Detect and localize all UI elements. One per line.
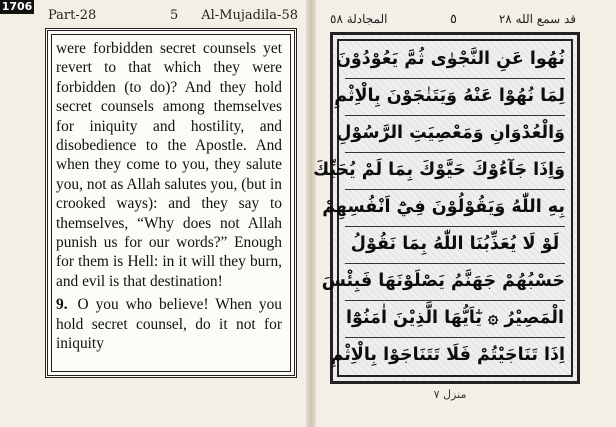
manzil-footer: منزل ٧ [433,388,467,401]
surah-label-arabic: المجادلة ٥٨ [330,12,388,26]
arabic-inner-border [313,39,573,377]
book-spine [306,0,316,427]
right-page-header [330,12,576,30]
arabic-line: لَوْ لَا يُعَذِّبُنَا اللّٰهُ بِمَا نَقُوْلُ [345,226,565,264]
juz-label: قد سمع الله ٢٨ [498,12,576,26]
left-page-header [48,8,298,26]
verse-9 [56,295,282,353]
right-page-number: ٥ [450,12,457,27]
arabic-line: نُهُوا عَنِ النَّجْوٰى ثُمَّ يَعُوْدُوْنَ [345,41,565,79]
arabic-line: لِمَا نُهُوْا عَنْهُ وَيَتَنٰجَوْنَ بِالْاِثْمِ [345,78,565,116]
arabic-line: حَسْبُهُمْ جَهَنَّمُ يَصْلَوْنَهَا فَبِئْسَ [345,263,565,301]
arabic-line: اِذَا تَنَاجَيْتُمْ فَلَا تَتَنَاجَوْا بِالْاِثْمِ [330,345,565,365]
left-page-number: 5 [170,8,179,23]
part-label: Part-28 [48,8,97,23]
translation-text [56,39,282,354]
translation-frame [45,28,297,378]
arabic-line: بِهِ اللّٰهُ وَيَقُوْلُوْنَ فِيْٓ اَنْفُسِهِمْ [345,189,565,227]
translation-paragraph: were forbidden secret counsels yet revert to that which they were forbidden (to do)? And they hold secret counsels among themselves for iniquity and hostility, and disobedience to the Apostle. And when they come to you, they salute you, not as Allah salutes you, (but in crooked ways): and they say to themselves, “Why does not Allah punish us for our words?” Enough for them is Hell: in it will they burn, and evil is that destination! [56,40,282,290]
arabic-text-frame [313,32,580,384]
verse-number: 9. [56,296,68,314]
arabic-line: وَاِذَا جَآءُوْكَ حَيَّوْكَ بِمَا لَمْ يُحَيِّكَ [345,152,565,190]
surah-label: Al-Mujadila-58 [201,8,298,23]
arabic-line: الْمَصِيْرُ ۞ يٰٓاَيُّهَا الَّذِيْنَ اٰمَنُوْٓا [345,300,565,338]
page-number-badge: 1706 [1,0,33,13]
arabic-line: وَالْعُدْوَانِ وَمَعْصِيَتِ الرَّسُوْلِ [345,115,565,153]
verse-text: O you who believe! When you hold secret counsel, do it not for iniquity [56,296,282,353]
